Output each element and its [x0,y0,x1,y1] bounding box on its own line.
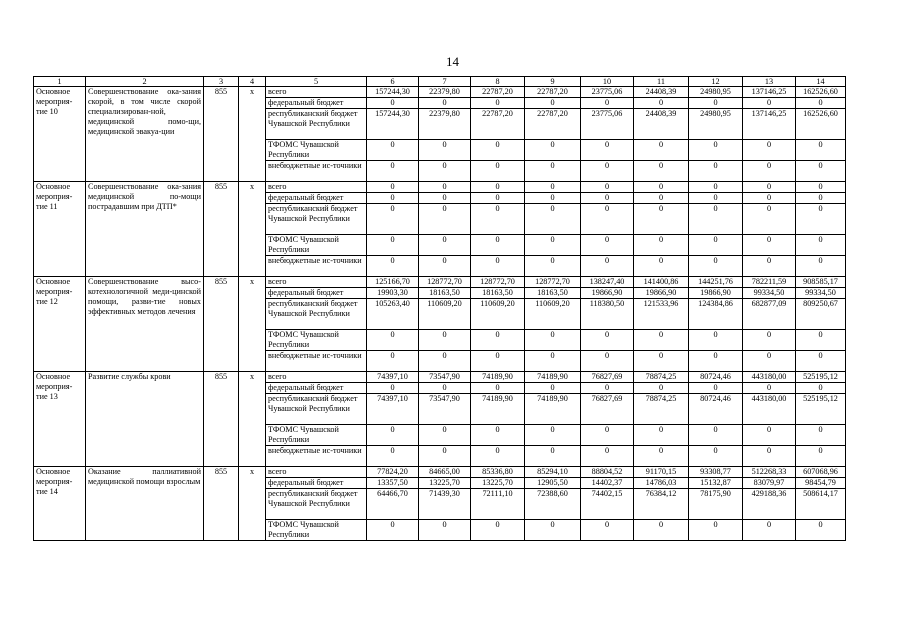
table-row [34,372,846,383]
value-cell: 0 [471,256,525,277]
value-cell: 24408,39 [634,87,689,98]
value-cell: 0 [689,140,743,161]
column-number: 7 [419,77,471,87]
value-cell: 0 [634,383,689,394]
value-cell: 144251,76 [689,277,743,288]
value-cell: 72111,10 [471,489,525,520]
value-cell: 0 [743,235,796,256]
value-cell: 73547,90 [419,372,471,383]
funding-source: федеральный бюджет [266,193,367,204]
value-cell: 74397,10 [367,394,419,425]
column-number: 5 [266,77,367,87]
value-cell: 0 [471,383,525,394]
value-cell: 138247,40 [581,277,634,288]
value-cell: 128772,70 [419,277,471,288]
value-cell: 0 [471,446,525,467]
value-cell: 0 [367,446,419,467]
value-cell: 0 [581,193,634,204]
value-cell: 125166,70 [367,277,419,288]
value-cell: 19866,90 [634,288,689,299]
value-cell: 512268,33 [743,467,796,478]
value-cell: 0 [634,182,689,193]
column-number: 14 [796,77,846,87]
value-cell: 157244,30 [367,109,419,140]
table-row [34,467,846,478]
value-cell: 80724,46 [689,394,743,425]
value-cell: 0 [525,383,581,394]
table-row [34,182,846,193]
value-cell: 525195,12 [796,372,846,383]
value-cell: 78874,25 [634,394,689,425]
value-cell: 74397,10 [367,372,419,383]
value-cell: 0 [419,383,471,394]
value-cell: 0 [581,182,634,193]
value-cell: 105263,40 [367,299,419,330]
value-cell: 23775,06 [581,87,634,98]
value-cell: 0 [796,351,846,372]
value-cell: 0 [743,182,796,193]
value-cell: 429188,36 [743,489,796,520]
value-cell: 78175,90 [689,489,743,520]
value-cell: 0 [525,425,581,446]
column-number: 10 [581,77,634,87]
column-number: 6 [367,77,419,87]
value-cell: 0 [419,182,471,193]
value-cell: 0 [634,256,689,277]
measure-description: Совершенствование высо-котехнологичной меди-цинской помощи, разви-тие новых эффективных методов лечения [86,277,204,372]
value-cell: 682877,09 [743,299,796,330]
value-cell: 73547,90 [419,394,471,425]
column-number: 11 [634,77,689,87]
value-cell: 0 [743,204,796,235]
value-cell: 0 [471,235,525,256]
funding-source: ТФОМС Чувашской Республики [266,425,367,446]
value-cell: 19866,90 [581,288,634,299]
value-cell: 0 [796,446,846,467]
funding-source: республиканский бюджет Чувашской Республики [266,489,367,520]
value-cell: 0 [634,140,689,161]
page-number: 14 [446,54,459,69]
value-cell: 0 [525,204,581,235]
value-cell: 162526,60 [796,87,846,98]
measure-name: Основное мероприя-тие 10 [34,87,86,182]
value-cell: 0 [525,235,581,256]
value-cell: 74189,90 [525,394,581,425]
value-cell: 0 [581,520,634,541]
value-cell: 0 [419,256,471,277]
value-cell: 0 [796,425,846,446]
value-cell: 74189,90 [525,372,581,383]
table-row [34,277,846,288]
value-cell: 85294,10 [525,467,581,478]
funding-source: федеральный бюджет [266,98,367,109]
value-cell: 99334,50 [796,288,846,299]
value-cell: 0 [471,425,525,446]
value-cell: 157244,30 [367,87,419,98]
value-cell: 0 [471,161,525,182]
mark-cell: х [239,182,266,277]
funding-source: ТФОМС Чувашской Республики [266,520,367,541]
value-cell: 0 [367,204,419,235]
value-cell: 76827,69 [581,394,634,425]
value-cell: 0 [634,98,689,109]
value-cell: 0 [634,425,689,446]
value-cell: 0 [525,351,581,372]
value-cell: 0 [689,520,743,541]
value-cell: 0 [581,161,634,182]
value-cell: 0 [689,182,743,193]
value-cell: 0 [525,182,581,193]
value-cell: 0 [367,235,419,256]
value-cell: 0 [471,520,525,541]
value-cell: 137146,25 [743,87,796,98]
column-number: 4 [239,77,266,87]
value-cell: 0 [689,256,743,277]
value-cell: 0 [419,161,471,182]
value-cell: 0 [367,520,419,541]
value-cell: 0 [367,193,419,204]
funding-source: федеральный бюджет [266,288,367,299]
funding-source: ТФОМС Чувашской Республики [266,235,367,256]
funding-source: республиканский бюджет Чувашской Республики [266,394,367,425]
value-cell: 0 [419,98,471,109]
value-cell: 0 [419,425,471,446]
value-cell: 22787,20 [471,87,525,98]
value-cell: 0 [525,330,581,351]
value-cell: 0 [689,330,743,351]
measure-name: Основное мероприя-тие 14 [34,467,86,541]
value-cell: 0 [689,235,743,256]
value-cell: 13225,70 [471,478,525,489]
funding-source: внебюджетные ис-точники [266,351,367,372]
column-number: 1 [34,77,86,87]
value-cell: 809250,67 [796,299,846,330]
value-cell: 0 [471,204,525,235]
value-cell: 13225,70 [419,478,471,489]
mark-cell: х [239,467,266,541]
value-cell: 607068,96 [796,467,846,478]
funding-source: ТФОМС Чувашской Республики [266,330,367,351]
value-cell: 0 [743,140,796,161]
value-cell: 0 [796,520,846,541]
value-cell: 443180,00 [743,372,796,383]
column-number: 9 [525,77,581,87]
value-cell: 84665,00 [419,467,471,478]
value-cell: 0 [525,446,581,467]
value-cell: 0 [367,256,419,277]
value-cell: 22379,80 [419,87,471,98]
column-number: 12 [689,77,743,87]
funding-source: республиканский бюджет Чувашской Республики [266,299,367,330]
responsible-code: 855 [204,87,239,182]
funding-source: всего [266,467,367,478]
table-row [34,87,846,98]
value-cell: 91170,15 [634,467,689,478]
value-cell: 0 [367,351,419,372]
value-cell: 0 [796,161,846,182]
value-cell: 0 [367,330,419,351]
value-cell: 0 [689,98,743,109]
funding-source: всего [266,182,367,193]
funding-source: внебюджетные ис-точники [266,256,367,277]
value-cell: 0 [796,140,846,161]
column-number-row [34,77,846,87]
measure-description: Развитие службы крови [86,372,204,467]
value-cell: 0 [471,140,525,161]
value-cell: 85336,80 [471,467,525,478]
value-cell: 0 [581,446,634,467]
value-cell: 525195,12 [796,394,846,425]
value-cell: 443180,00 [743,394,796,425]
value-cell: 0 [743,256,796,277]
value-cell: 19903,30 [367,288,419,299]
value-cell: 0 [471,351,525,372]
value-cell: 0 [581,330,634,351]
value-cell: 0 [689,193,743,204]
value-cell: 137146,25 [743,109,796,140]
value-cell: 71439,30 [419,489,471,520]
value-cell: 0 [367,383,419,394]
value-cell: 93308,77 [689,467,743,478]
value-cell: 0 [419,140,471,161]
value-cell: 0 [796,204,846,235]
funding-source: федеральный бюджет [266,383,367,394]
value-cell: 0 [796,193,846,204]
value-cell: 0 [581,351,634,372]
value-cell: 80724,46 [689,372,743,383]
value-cell: 0 [634,330,689,351]
value-cell: 18163,50 [525,288,581,299]
value-cell: 24408,39 [634,109,689,140]
funding-source: всего [266,277,367,288]
value-cell: 0 [796,182,846,193]
value-cell: 77824,20 [367,467,419,478]
value-cell: 908585,17 [796,277,846,288]
value-cell: 0 [796,98,846,109]
value-cell: 121533,96 [634,299,689,330]
value-cell: 76827,69 [581,372,634,383]
value-cell: 0 [689,425,743,446]
value-cell: 110609,20 [471,299,525,330]
funding-source: ТФОМС Чувашской Республики [266,140,367,161]
value-cell: 74189,90 [471,394,525,425]
budget-table [33,76,846,541]
value-cell: 78874,25 [634,372,689,383]
value-cell: 128772,70 [525,277,581,288]
value-cell: 14402,37 [581,478,634,489]
value-cell: 0 [796,235,846,256]
value-cell: 0 [419,330,471,351]
value-cell: 14786,03 [634,478,689,489]
value-cell: 22379,80 [419,109,471,140]
value-cell: 162526,60 [796,109,846,140]
value-cell: 76384,12 [634,489,689,520]
value-cell: 0 [634,520,689,541]
value-cell: 0 [743,351,796,372]
value-cell: 0 [634,235,689,256]
value-cell: 0 [743,330,796,351]
column-number: 8 [471,77,525,87]
value-cell: 0 [689,383,743,394]
value-cell: 0 [796,256,846,277]
value-cell: 15132,87 [689,478,743,489]
value-cell: 13357,50 [367,478,419,489]
mark-cell: х [239,277,266,372]
value-cell: 0 [367,98,419,109]
value-cell: 24980,95 [689,87,743,98]
mark-cell: х [239,87,266,182]
value-cell: 22787,20 [525,87,581,98]
value-cell: 0 [581,425,634,446]
value-cell: 0 [525,256,581,277]
value-cell: 128772,70 [471,277,525,288]
value-cell: 22787,20 [471,109,525,140]
value-cell: 0 [525,98,581,109]
value-cell: 0 [743,425,796,446]
funding-source: федеральный бюджет [266,478,367,489]
value-cell: 0 [581,383,634,394]
table-body [34,77,846,541]
value-cell: 0 [471,98,525,109]
value-cell: 22787,20 [525,109,581,140]
value-cell: 0 [743,446,796,467]
value-cell: 0 [419,204,471,235]
value-cell: 0 [367,161,419,182]
measure-description: Совершенствование ока-зания медицинской по-мощи пострадавшим при ДТП* [86,182,204,277]
column-number: 3 [204,77,239,87]
value-cell: 0 [471,330,525,351]
value-cell: 0 [743,161,796,182]
value-cell: 0 [367,140,419,161]
value-cell: 0 [689,351,743,372]
funding-source: республиканский бюджет Чувашской Республики [266,109,367,140]
responsible-code: 855 [204,182,239,277]
value-cell: 64466,70 [367,489,419,520]
value-cell: 782211,59 [743,277,796,288]
value-cell: 0 [689,161,743,182]
value-cell: 0 [525,140,581,161]
value-cell: 0 [419,193,471,204]
value-cell: 0 [796,330,846,351]
column-number: 13 [743,77,796,87]
funding-source: внебюджетные ис-точники [266,446,367,467]
column-number: 2 [86,77,204,87]
value-cell: 0 [471,193,525,204]
value-cell: 98454,79 [796,478,846,489]
value-cell: 24980,95 [689,109,743,140]
value-cell: 0 [689,446,743,467]
measure-name: Основное мероприя-тие 12 [34,277,86,372]
value-cell: 0 [743,98,796,109]
responsible-code: 855 [204,372,239,467]
value-cell: 0 [367,182,419,193]
value-cell: 110609,20 [525,299,581,330]
value-cell: 12905,50 [525,478,581,489]
value-cell: 19866,90 [689,288,743,299]
value-cell: 74189,90 [471,372,525,383]
value-cell: 0 [419,351,471,372]
mark-cell: х [239,372,266,467]
value-cell: 0 [796,383,846,394]
value-cell: 110609,20 [419,299,471,330]
value-cell: 0 [419,235,471,256]
measure-name: Основное мероприя-тие 13 [34,372,86,467]
value-cell: 0 [525,520,581,541]
value-cell: 0 [743,193,796,204]
value-cell: 88804,52 [581,467,634,478]
value-cell: 0 [634,193,689,204]
responsible-code: 855 [204,277,239,372]
measure-description: Оказание паллиативной медицинской помощи взрослым [86,467,204,541]
value-cell: 0 [634,161,689,182]
value-cell: 72388,60 [525,489,581,520]
value-cell: 0 [634,351,689,372]
value-cell: 0 [743,383,796,394]
value-cell: 0 [581,235,634,256]
value-cell: 0 [743,520,796,541]
value-cell: 0 [581,140,634,161]
value-cell: 0 [634,204,689,235]
value-cell: 0 [581,256,634,277]
funding-source: внебюджетные ис-точники [266,161,367,182]
value-cell: 0 [471,182,525,193]
measure-name: Основное мероприя-тие 11 [34,182,86,277]
value-cell: 74402,15 [581,489,634,520]
value-cell: 0 [581,98,634,109]
value-cell: 23775,06 [581,109,634,140]
value-cell: 141400,86 [634,277,689,288]
value-cell: 0 [419,446,471,467]
value-cell: 0 [525,161,581,182]
value-cell: 0 [419,520,471,541]
value-cell: 18163,50 [471,288,525,299]
value-cell: 0 [525,193,581,204]
value-cell: 18163,50 [419,288,471,299]
value-cell: 83079,97 [743,478,796,489]
responsible-code: 855 [204,467,239,541]
value-cell: 0 [689,204,743,235]
value-cell: 508614,17 [796,489,846,520]
funding-source: республиканский бюджет Чувашской Республики [266,204,367,235]
value-cell: 99334,50 [743,288,796,299]
value-cell: 118380,50 [581,299,634,330]
value-cell: 0 [581,204,634,235]
funding-source: всего [266,87,367,98]
value-cell: 0 [634,446,689,467]
funding-source: всего [266,372,367,383]
value-cell: 0 [367,425,419,446]
measure-description: Совершенствование ока-зания скорой, в том числе скорой специализирован-ной, медицинской помо-щи, медицинской эвакуа-ции [86,87,204,182]
value-cell: 124384,86 [689,299,743,330]
